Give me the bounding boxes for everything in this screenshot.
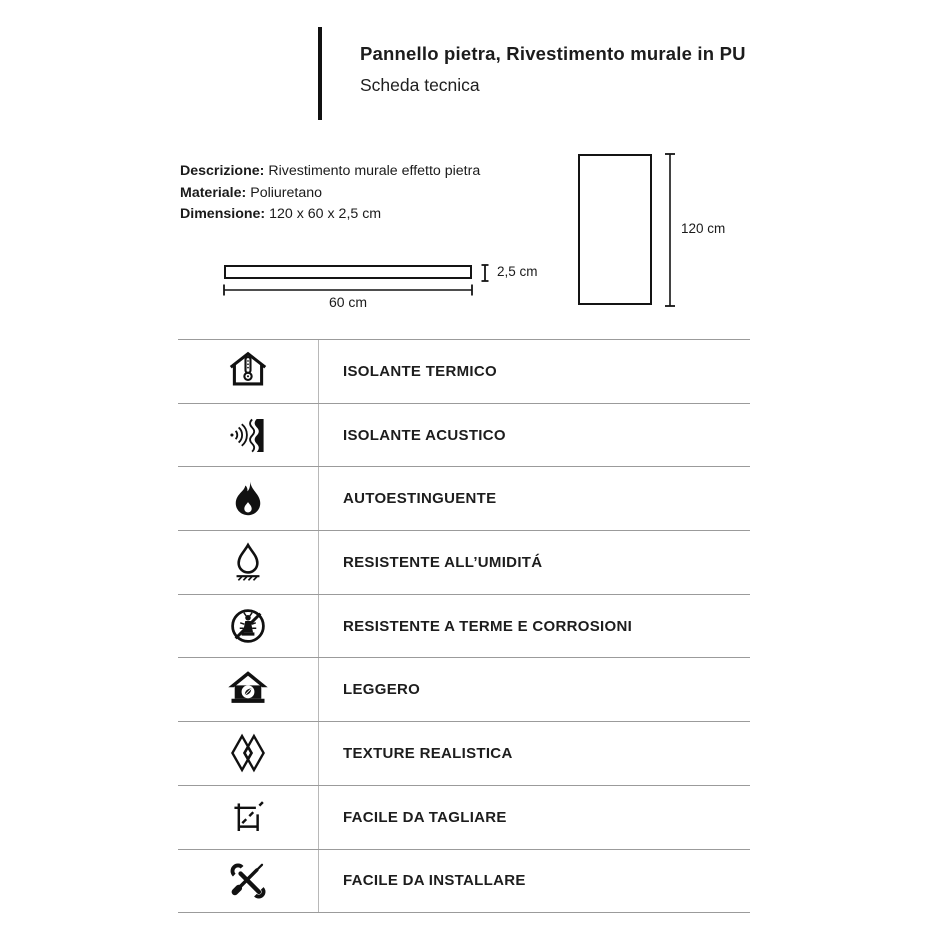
feature-label: ISOLANTE ACUSTICO xyxy=(343,426,506,444)
feature-label: TEXTURE REALISTICA xyxy=(343,744,513,762)
feature-row-leggero xyxy=(178,657,750,721)
height-label: 120 cm xyxy=(681,221,726,236)
tools-icon xyxy=(227,860,269,902)
feature-label-cell xyxy=(319,467,750,530)
feature-label: RESISTENTE ALL’UMIDITÁ xyxy=(343,553,543,571)
feature-label: RESISTENTE A TERME E CORROSIONI xyxy=(343,617,633,635)
feature-label-cell xyxy=(319,658,750,721)
feature-label-cell xyxy=(319,595,750,658)
feature-label: AUTOESTINGUENTE xyxy=(343,490,497,508)
header-accent-bar xyxy=(318,27,322,120)
width-label: 60 cm xyxy=(328,294,368,310)
thickness-label: 2,5 cm xyxy=(497,264,538,279)
house-thermometer-icon xyxy=(225,348,271,394)
texture-diamonds-icon xyxy=(226,731,270,775)
feature-label-cell xyxy=(319,531,750,594)
feature-label: FACILE DA TAGLIARE xyxy=(343,808,507,826)
sound-insulation-icon xyxy=(226,413,270,457)
spec-line-dimensione xyxy=(180,204,480,226)
height-dimension-line xyxy=(663,152,677,308)
page-title: Pannello pietra, Rivestimento murale in PU xyxy=(360,43,746,64)
feature-label-cell xyxy=(319,786,750,849)
feature-row-resistente-terme xyxy=(178,594,750,658)
feature-label: LEGGERO xyxy=(343,681,421,699)
spec-line-materiale xyxy=(180,183,480,205)
feature-icon-cell xyxy=(178,850,319,913)
feature-row-isolante-acustico xyxy=(178,403,750,467)
feature-label: ISOLANTE TERMICO xyxy=(343,362,497,380)
lightweight-house-icon xyxy=(226,668,270,712)
feature-label-cell xyxy=(319,722,750,785)
thickness-dimension-marker xyxy=(478,262,492,284)
feature-row-isolante-termico xyxy=(178,339,750,403)
feature-label: FACILE DA INSTALLARE xyxy=(343,872,526,890)
water-drop-icon xyxy=(226,540,270,584)
feature-row-texture-realistica xyxy=(178,721,750,785)
feature-icon-cell xyxy=(178,340,319,403)
feature-label-cell xyxy=(319,850,750,913)
panel-side-view xyxy=(224,265,472,279)
no-termites-icon xyxy=(226,604,270,648)
spec-label: Descrizione: xyxy=(180,163,265,179)
feature-row-autoestinguente xyxy=(178,466,750,530)
spec-value: Poliuretano xyxy=(250,184,323,201)
feature-icon-cell xyxy=(178,531,319,594)
spec-value: Rivestimento murale effetto pietra xyxy=(268,163,481,179)
feature-row-resistente-umidita xyxy=(178,530,750,594)
panel-front-view xyxy=(578,154,652,305)
spec-value: 120 x 60 x 2,5 cm xyxy=(269,206,382,222)
spec-label: Materiale: xyxy=(180,184,247,201)
feature-icon-cell xyxy=(178,786,319,849)
feature-icon-cell xyxy=(178,404,319,467)
page-subtitle: Scheda tecnica xyxy=(360,75,480,95)
feature-label-cell xyxy=(319,340,750,403)
feature-icon-cell xyxy=(178,722,319,785)
feature-icon-cell xyxy=(178,595,319,658)
feature-icon-cell xyxy=(178,658,319,721)
flame-icon xyxy=(227,478,269,520)
feature-table xyxy=(178,339,750,913)
feature-row-facile-tagliare xyxy=(178,785,750,849)
spec-line-descrizione xyxy=(180,161,480,183)
spec-list xyxy=(180,161,480,226)
crop-cut-icon xyxy=(227,796,269,838)
feature-row-facile-installare xyxy=(178,849,750,913)
spec-label: Dimensione: xyxy=(180,206,266,222)
feature-icon-cell xyxy=(178,467,319,530)
feature-label-cell xyxy=(319,404,750,467)
